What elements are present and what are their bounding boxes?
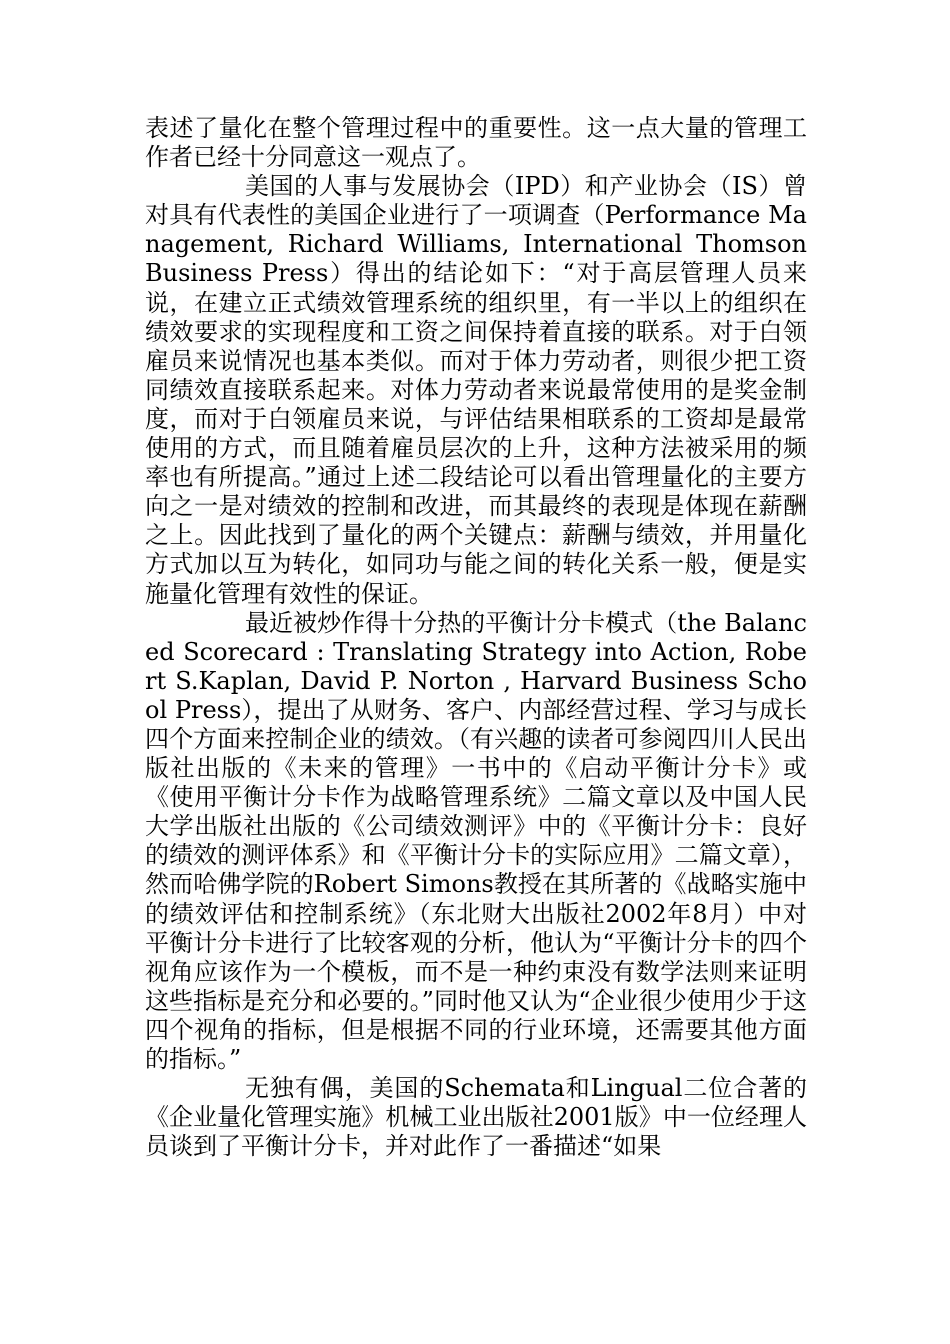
paragraph-2: 美国的人事与发展协会（IPD）和产业协会（IS）曾对具有代表性的美国企业进行了一项调查（Performance Management, Richard Williams, International Thomson Business Press）得出的结论如下：“对于高层管理人员来说，在建立正式绩效管理系统的组织里，有一半以上的组织在绩效要求的实现程度和工资之间保持着直接的联系。对于白领雇员来说情况也基本类似。而对于体力劳动者，则很少把工资同绩效直接联系起来。对体力劳动者来说最常使用的是奖金制度，而对于白领雇员来说，与评估结果相联系的工资却是最常使用的方式，而且随着雇员层次的上升，这种方法被采用的频率也有所提高。”通过上述二段结论可以看出管理量化的主要方向之一是对绩效的控制和改进，而其最终的表现是体现在薪酬之上。因此找到了量化的两个关键点：薪酬与绩效，并用量化方式加以互为转化，如同功与能之间的转化关系一般，便是实施量化管理有效性的保证。 bbox=[145, 172, 807, 608]
paragraph-1: 表述了量化在整个管理过程中的重要性。这一点大量的管理工作者已经十分同意这一观点了。 bbox=[145, 114, 807, 172]
body-text bbox=[145, 114, 807, 1161]
paragraph-4: 无独有偶，美国的Schemata和Lingual二位合著的《企业量化管理实施》机械工业出版社2001版》中一位经理人员谈到了平衡计分卡，并对此作了一番描述“如果 bbox=[145, 1074, 807, 1161]
paragraph-3: 最近被炒作得十分热的平衡计分卡模式（the Balanced Scorecard : Translating Strategy into Action, Robert S.Kaplan, David P. Norton , Harvard Business School Press），提出了从财务、客户、内部经营过程、学习与成长四个方面来控制企业的绩效。（有兴趣的读者可参阅四川人民出版社出版的《未来的管理》一书中的《启动平衡计分卡》或《使用平衡计分卡作为战略管理系统》二篇文章以及中国人民大学出版社出版的《公司绩效测评》中的《平衡计分卡：良好的绩效的测评体系》和《平衡计分卡的实际应用》二篇文章），然而哈佛学院的Robert Simons教授在其所著的《战略实施中的绩效评估和控制系统》（东北财大出版社2002年8月）中对平衡计分卡进行了比较客观的分析，他认为“平衡计分卡的四个视角应该作为一个模板，而不是一种约束没有数学法则来证明这些指标是充分和必要的。”同时他又认为“企业很少使用少于这四个视角的指标，但是根据不同的行业环境，还需要其他方面的指标。” bbox=[145, 608, 807, 1073]
